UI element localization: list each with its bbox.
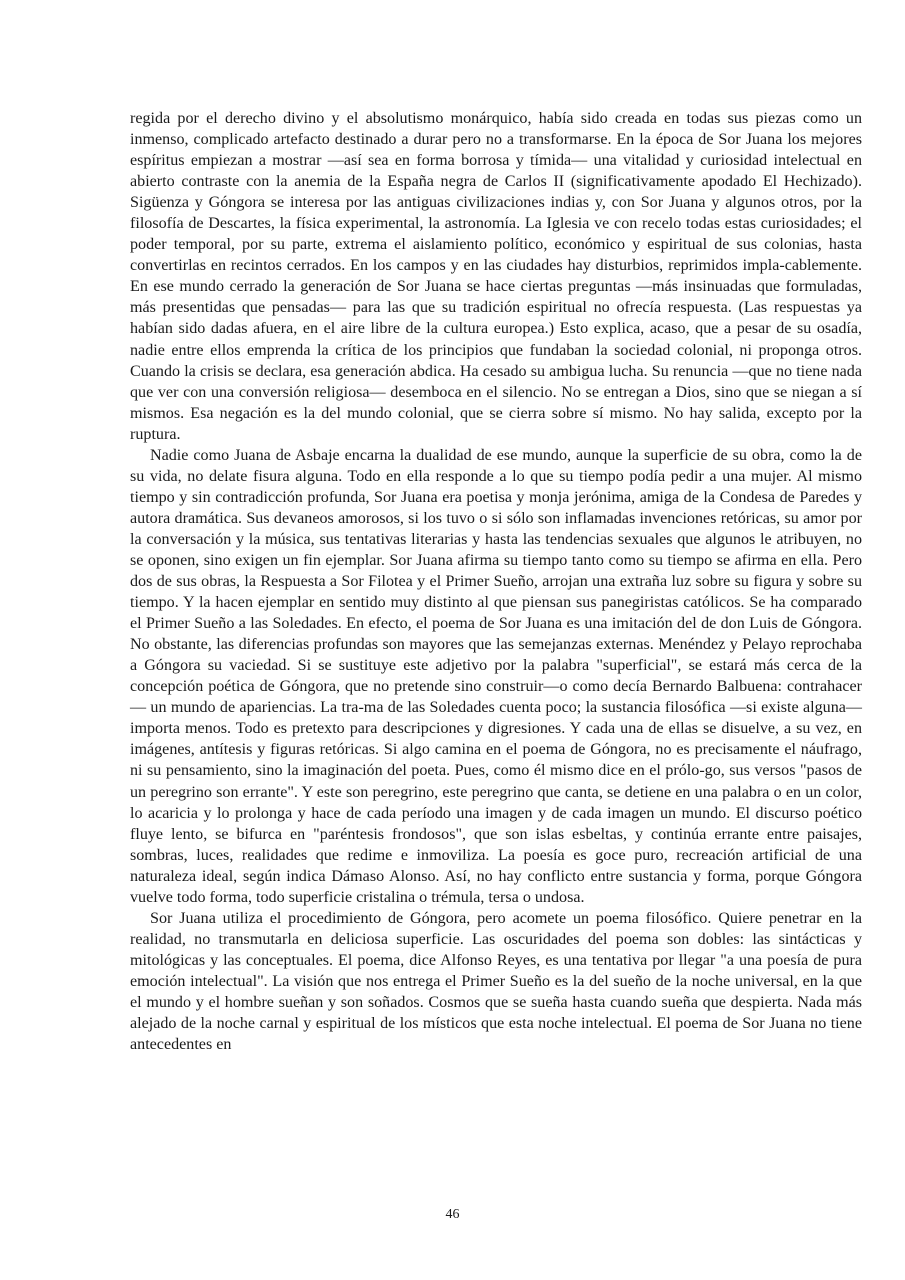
paragraph-3: Sor Juana utiliza el procedimiento de Góngora, pero acomete un poema filosófico. Quiere penetrar en la realidad, no transmutarla en deliciosa superficie. Las oscuridades del poema son dobles: las sintácticas y mitológicas y las conceptuales. El poema, dice Alfonso Reyes, es una tentativa por llegar "a una poesía de pura emoción intelectual". La visión que nos entrega el Primer Sueño es la del sueño de la noche universal, en la que el mundo y el hombre sueñan y son soñados. Cosmos que se sueña hasta cuando sueña que despierta. Nada más alejado de la noche carnal y espiritual de los místicos que esta noche intelectual. El poema de Sor Juana no tiene antecedentes en — [130, 909, 862, 1054]
body-text — [130, 108, 862, 1055]
page-number: 46 — [445, 1207, 460, 1222]
paragraph-2: Nadie como Juana de Asbaje encarna la dualidad de ese mundo, aunque la superficie de su obra, como la de su vida, no delate fisura alguna. Todo en ella responde a lo que su tiempo podía pedir a una mujer. Al mismo tiempo y sin contradicción profunda, Sor Juana era poetisa y monja jerónima, amiga de la Condesa de Paredes y autora dramática. Sus devaneos amorosos, si los tuvo o si sólo son inflamadas invenciones retóricas, su amor por la conversación y la música, sus tentativas literarias y hasta las tendencias sexuales que algunos le atribuyen, no se oponen, sino exigen un fin ejemplar. Sor Juana afirma su tiempo tanto como su tiempo se afirma en ella. Pero dos de sus obras, la Respuesta a Sor Filotea y el Primer Sueño, arrojan una extraña luz sobre su figura y sobre su tiempo. Y la hacen ejemplar en sentido muy distinto al que piensan sus panegiristas católicos. Se ha comparado el Primer Sueño a las Soledades. En efecto, el poema de Sor Juana es una imitación del de don Luis de Góngora. No obstante, las diferencias profundas son mayores que las semejanzas externas. Menéndez y Pelayo reprochaba a Góngora su vaciedad. Si se sustituye este adjetivo por la palabra "superficial", se estará más cerca de la concepción poética de Góngora, que no pretende sino construir—o como decía Bernardo Balbuena: contrahacer— un mundo de apariencias. La tra-ma de las Soledades cuenta poco; la sustancia filosófica —si existe alguna— importa menos. Todo es pretexto para descripciones y digresiones. Y cada una de ellas se disuelve, a su vez, en imágenes, antítesis y figuras retóricas. Si algo camina en el poema de Góngora, no es precisamente el náufrago, ni su pensamiento, sino la imaginación del poeta. Pues, como él mismo dice en el prólo-go, sus versos "pasos de un peregrino son errante". Y este son peregrino, este peregrino que canta, se detiene en una palabra o en un color, lo acaricia y lo prolonga y hace de cada período una imagen y de cada imagen un mundo. El discurso poético fluye lento, se bifurca en "paréntesis frondosos", que son islas esbeltas, y continúa errante entre paisajes, sombras, luces, realidades que redime e inmoviliza. La poesía es goce puro, recreación artificial de una naturaleza ideal, según indica Dámaso Alonso. Así, no hay conflicto entre sustancia y forma, porque Góngora vuelve todo forma, todo superficie cristalina o trémula, tersa o undosa. — [130, 446, 862, 906]
paragraph-1: regida por el derecho divino y el absolutismo monárquico, había sido creada en todas sus piezas como un inmenso, complicado artefacto destinado a durar pero no a transformarse. En la época de Sor Juana los mejores espíritus empiezan a mostrar —así sea en forma borrosa y tímida— una vitalidad y curiosidad intelectual en abierto contraste con la anemia de la España negra de Carlos II (significativamente apodado El Hechizado). Sigüenza y Góngora se interesa por las antiguas civilizaciones indias y, con Sor Juana y algunos otros, por la filosofía de Descartes, la física experimental, la astronomía. La Iglesia ve con recelo todas estas curiosidades; el poder temporal, por su parte, extrema el aislamiento político, económico y espiritual de sus colonias, hasta convertirlas en recintos cerrados. En los campos y en las ciudades hay disturbios, reprimidos impla-cablemente. En ese mundo cerrado la generación de Sor Juana se hace ciertas preguntas —más insinuadas que formuladas, más presentidas que pensadas— para las que su tradición espiritual no ofrecía respuesta. (Las respuestas ya habían sido dadas afuera, en el aire libre de la cultura europea.) Esto explica, acaso, que a pesar de su osadía, nadie entre ellos emprenda la crítica de los principios que fundaban la sociedad colonial, ni proponga otros. Cuando la crisis se declara, esa generación abdica. Ha cesado su ambigua lucha. Su renuncia —que no tiene nada que ver con una conversión religiosa— desemboca en el silencio. No se entregan a Dios, sino que se niegan a sí mismos. Esa negación es la del mundo colonial, que se cierra sobre sí mismo. No hay salida, excepto por la ruptura. — [130, 110, 862, 443]
